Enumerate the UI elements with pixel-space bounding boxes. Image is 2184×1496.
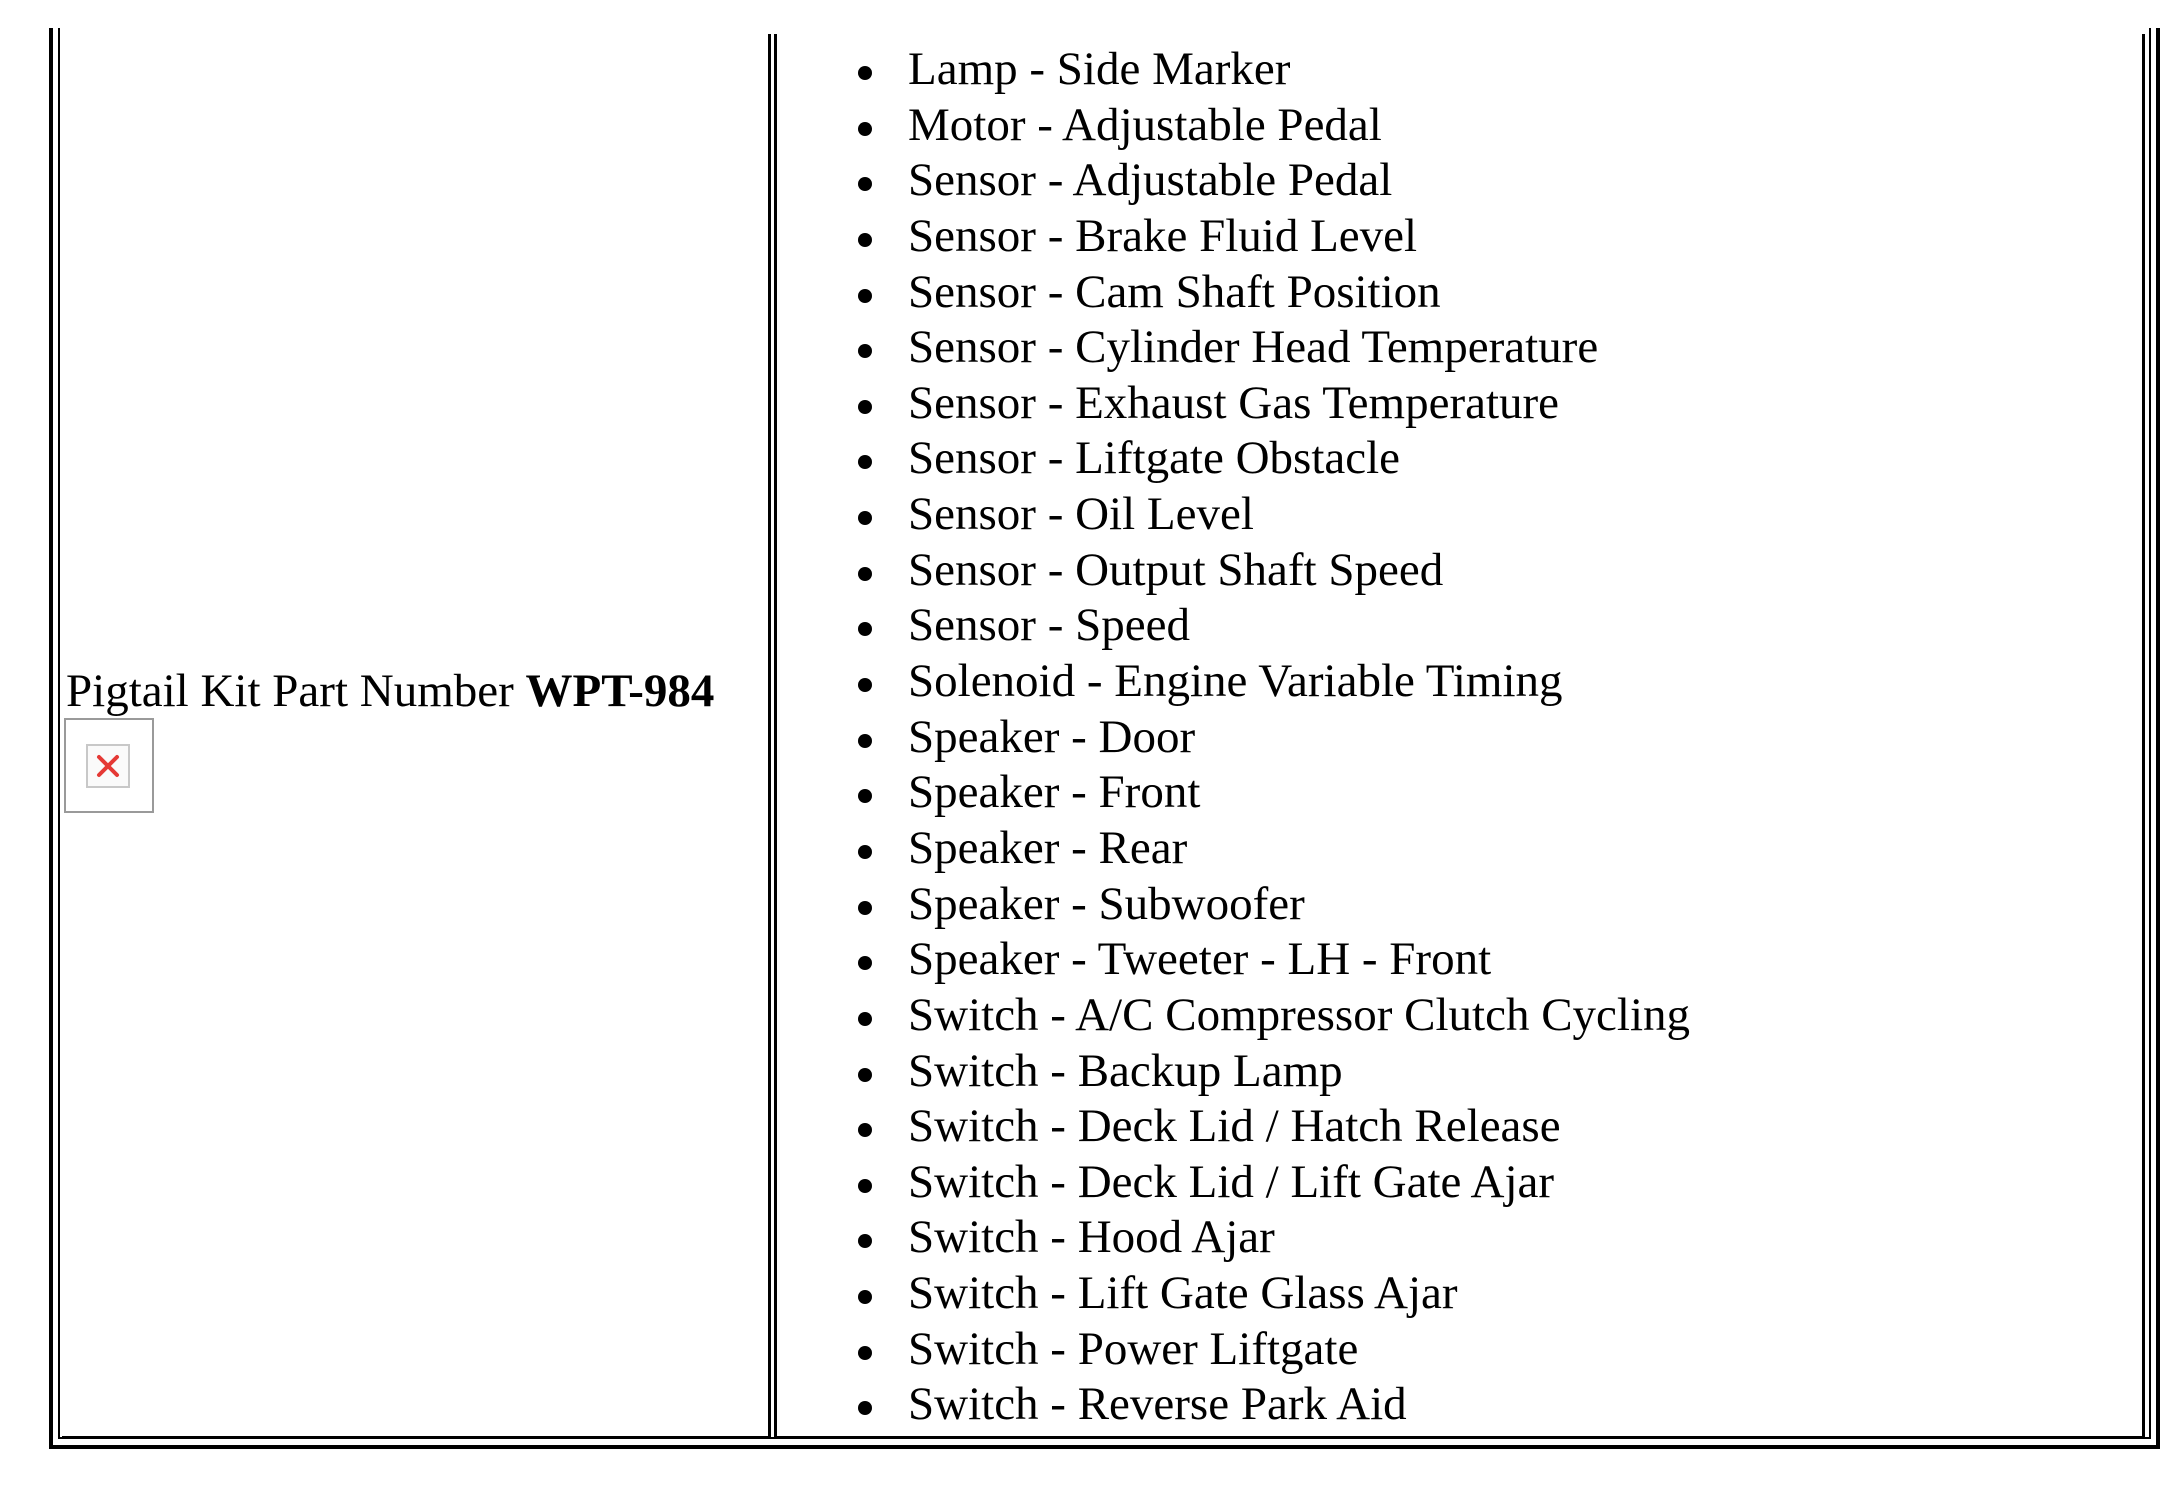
bullet-icon [858,233,872,247]
table-cell-part-number [62,34,771,1438]
list-item-label: Switch - Deck Lid / Lift Gate Ajar [908,1155,1555,1208]
broken-image-frame [86,744,130,788]
list-item-label: Sensor - Output Shaft Speed [908,543,1444,596]
bullet-icon [858,400,872,414]
list-item-label: Speaker - Front [908,766,1201,819]
list-item-label: Sensor - Oil Level [908,488,1254,541]
pigtail-kit-prefix: Pigtail Kit Part Number [66,665,526,717]
list-item-label: Sensor - Speed [908,599,1190,652]
list-item-label: Switch - Backup Lamp [908,1044,1343,1097]
pigtail-kit-label [66,663,714,719]
bullet-icon [858,289,872,303]
list-item-label: Solenoid - Engine Variable Timing [908,655,1563,708]
broken-image-icon [64,718,154,813]
list-item-label: Sensor - Cylinder Head Temperature [908,321,1599,374]
list-item-label: Speaker - Rear [908,821,1188,874]
list-item-label: Switch - A/C Compressor Clutch Cycling [908,988,1691,1041]
list-item-label: Sensor - Cam Shaft Position [908,265,1441,318]
bullet-icon [858,1290,872,1304]
list-item-label: Speaker - Door [908,710,1196,763]
list-item-label: Speaker - Tweeter - LH - Front [908,933,1492,986]
list-item-label: Switch - Hood Ajar [908,1211,1275,1264]
list-item-label: Motor - Adjustable Pedal [908,98,1382,151]
bullet-icon [858,678,872,692]
list-item-label: Switch - Deck Lid / Hatch Release [908,1100,1561,1153]
list-item-label: Sensor - Liftgate Obstacle [908,432,1401,485]
bullet-icon [858,66,872,80]
list-item-label: Speaker - Subwoofer [908,877,1305,930]
bullet-icon [858,1179,872,1193]
bullet-icon [858,1346,872,1360]
list-item-label: Sensor - Brake Fluid Level [908,209,1418,262]
bullet-icon [858,567,872,581]
list-item-label: Sensor - Adjustable Pedal [908,154,1393,207]
list-item-label: Lamp - Side Marker [908,43,1291,95]
bullet-icon [858,734,872,748]
bullet-icon [858,122,872,136]
bullet-icon [858,1068,872,1082]
list-item-label: Switch - Power Liftgate [908,1322,1359,1375]
list-item-label: Sensor - Exhaust Gas Temperature [908,376,1560,429]
bullet-icon [858,901,872,915]
list-item-label: Switch - Lift Gate Glass Ajar [908,1267,1458,1320]
red-x-icon [96,754,120,778]
bullet-icon [858,1012,872,1026]
pigtail-kit-part-number: WPT-984 [525,665,715,717]
bullet-icon [858,845,872,859]
list-item-label: Switch - Reverse Park Aid [908,1378,1407,1431]
